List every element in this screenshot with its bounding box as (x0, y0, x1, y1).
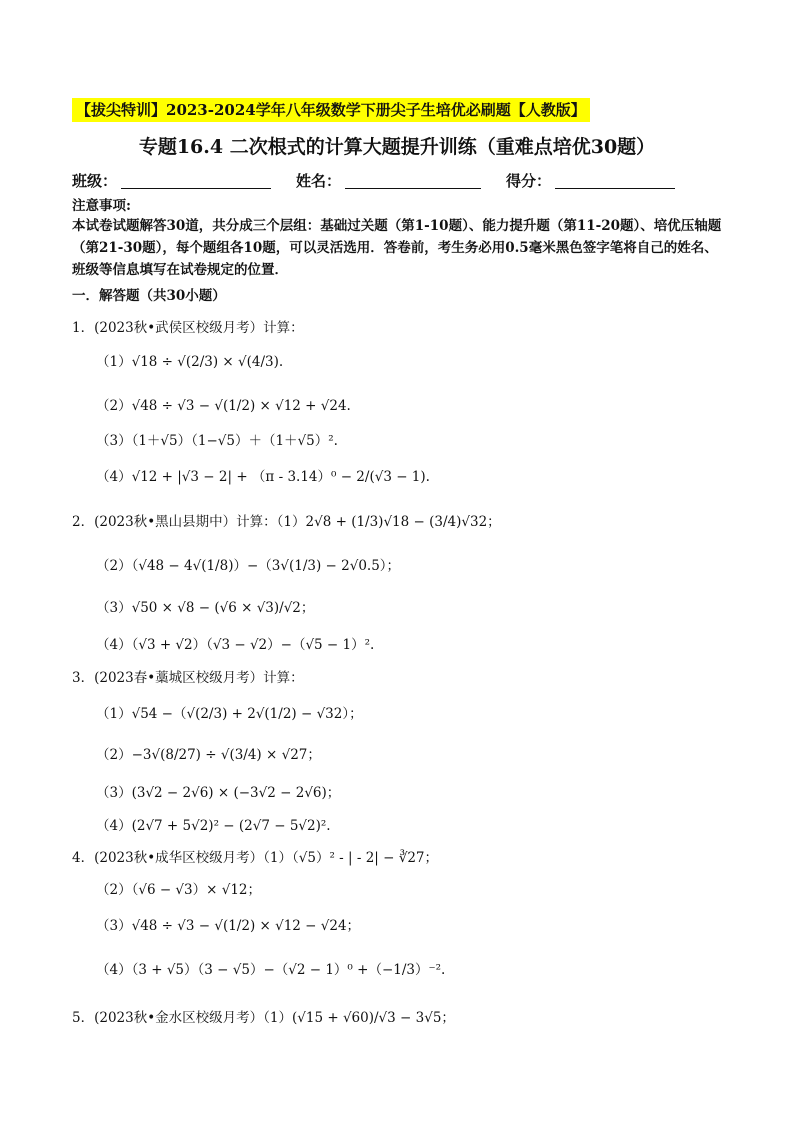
question-3-item-2: （2）−3√(8/27) ÷ √(3/4) × √27； (96, 747, 321, 763)
question-1-item-4: （4）√12 + |√3 − 2| + （π - 3.14）⁰ − 2/(√3 − 1). (96, 469, 430, 485)
section-heading: 一．解答题（共30小题） (72, 288, 226, 304)
question-5-stem: 5．(2023秋•金水区校级月考）（1）(√15 + √60)/√3 − 3√5； (72, 1010, 455, 1026)
name-blank[interactable] (345, 172, 481, 189)
question-1-item-3: （3）（1＋√5）（1−√5）＋（1＋√5）². (96, 433, 338, 449)
question-4-item-3: （3）√48 ÷ √3 − √(1/2) × √12 − √24； (96, 918, 361, 934)
question-2-item-3: （3）√50 × √8 − (√6 × √3)/√2； (96, 600, 315, 616)
question-1-item-1: （1）√18 ÷ √(2/3) × √(4/3). (96, 354, 284, 370)
question-1-stem: 1．(2023秋•武侯区校级月考）计算： (72, 320, 304, 336)
question-3-item-3: （3）(3√2 − 2√6) × (−3√2 − 2√6)； (96, 785, 341, 801)
question-4-item-2: （2）（√6 − √3）× √12； (96, 882, 261, 898)
question-2-item-4: （4）（√3 + √2）（√3 − √2）−（√5 − 1）². (96, 637, 375, 653)
series-banner: 【拔尖特训】2023-2024学年八年级数学下册尖子生培优必刷题【人教版】 (72, 98, 590, 122)
name-field (296, 170, 481, 191)
name-label: 姓名： (296, 172, 342, 190)
notes-title: 注意事项: (72, 198, 131, 214)
score-label: 得分： (506, 172, 552, 190)
question-1-item-2: （2）√48 ÷ √3 − √(1/2) × √12 + √24. (96, 398, 351, 414)
question-4-stem: 4．(2023秋•成华区校级月考）（1）（√5）² - | - 2| − ∛27； (72, 850, 439, 866)
notes-body: 本试卷试题解答30道，共分成三个层组：基础过关题（第1-10题）、能力提升题（第11-20题）、培优压轴题（第21-30题），每个题组各10题，可以灵活选用．答卷前，考生务必用0.5毫米黑色签字笔将自己的姓名、班级等信息填写在试卷规定的位置． (72, 218, 722, 278)
question-3-stem: 3．(2023春•藁城区校级月考）计算： (72, 670, 304, 686)
class-label: 班级： (72, 172, 118, 190)
question-2-stem: 2．(2023秋•黑山县期中）计算：（1）2√8 + (1/3)√18 − (3/4)√32； (72, 514, 501, 530)
class-field (72, 170, 271, 191)
page-title: 专题16.4 二次根式的计算大题提升训练（重难点培优30题） (138, 136, 656, 158)
class-blank[interactable] (121, 172, 271, 189)
question-4-item-4: （4）（3 + √5）（3 − √5）−（√2 − 1）⁰ +（−1/3）⁻². (96, 962, 446, 978)
score-field (506, 170, 675, 191)
question-2-item-2: （2）（√48 − 4√(1/8)）−（3√(1/3) − 2√0.5）； (96, 558, 401, 574)
question-3-item-4: （4）(2√7 + 5√2)² − (2√7 − 5√2)². (96, 818, 331, 834)
score-blank[interactable] (555, 172, 675, 189)
question-3-item-1: （1）√54 −（√(2/3) + 2√(1/2) − √32）； (96, 706, 363, 722)
